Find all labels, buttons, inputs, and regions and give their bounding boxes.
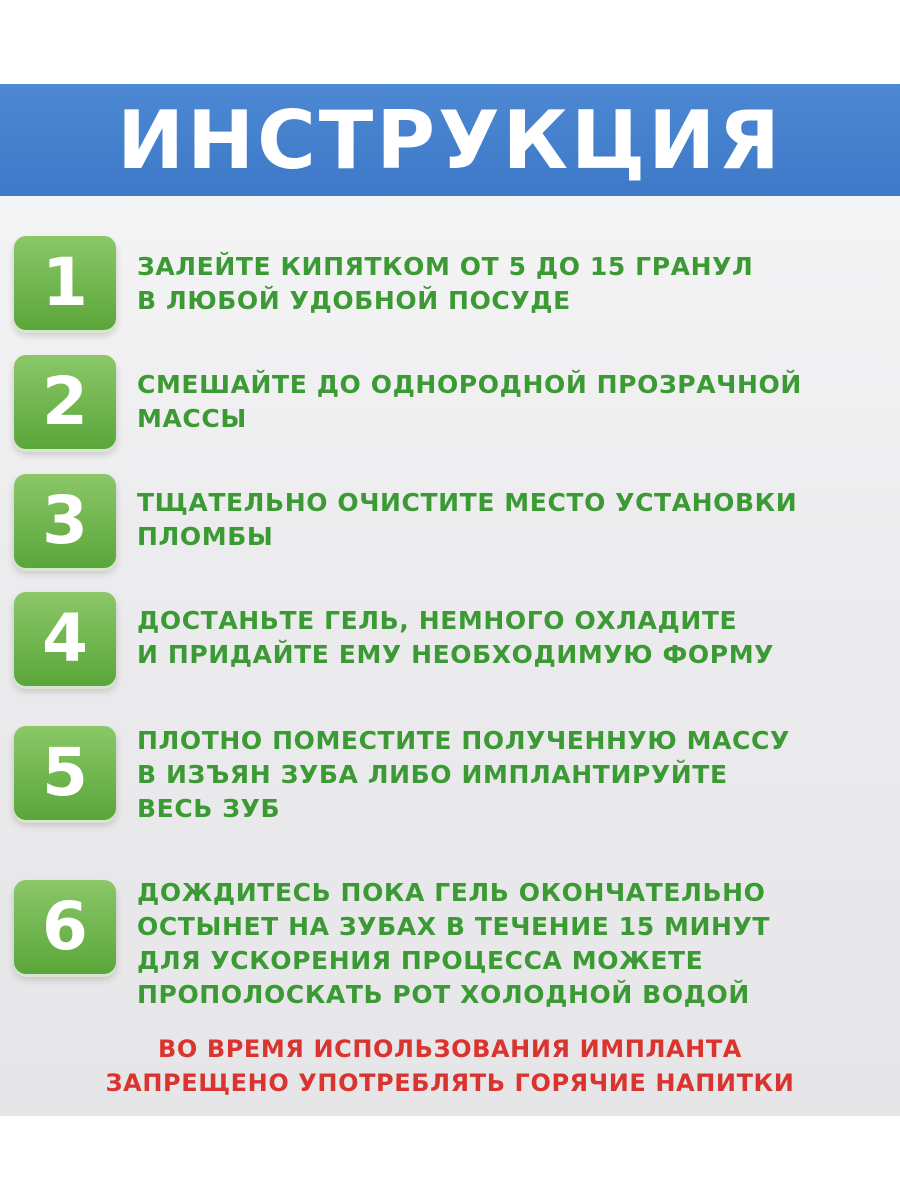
step-number: 1: [42, 244, 88, 321]
step-line: ДЛЯ УСКОРЕНИЯ ПРОЦЕССА МОЖЕТЕ: [137, 946, 704, 975]
step-text: [137, 368, 857, 436]
step-line: ПЛОТНО ПОМЕСТИТЕ ПОЛУЧЕННУЮ МАССУ: [137, 726, 790, 755]
step-number-badge: [14, 236, 116, 330]
step-number: 5: [42, 734, 88, 811]
step-line: СМЕШАЙТЕ ДО ОДНОРОДНОЙ ПРОЗРАЧНОЙ: [137, 370, 802, 399]
step-line: ТЩАТЕЛЬНО ОЧИСТИТЕ МЕСТО УСТАНОВКИ: [137, 488, 798, 517]
step-number: 6: [42, 888, 88, 965]
step-line: ДОСТАНЬТЕ ГЕЛЬ, НЕМНОГО ОХЛАДИТЕ: [137, 606, 738, 635]
step-number-badge: [14, 880, 116, 974]
step-line: ОСТЫНЕТ НА ЗУБАХ В ТЕЧЕНИЕ 15 МИНУТ: [137, 912, 771, 941]
step-number: 2: [42, 363, 88, 440]
step-number-badge: [14, 355, 116, 449]
warning-line: ВО ВРЕМЯ ИСПОЛЬЗОВАНИЯ ИМПЛАНТА: [158, 1035, 742, 1063]
step-line: В ЛЮБОЙ УДОБНОЙ ПОСУДЕ: [137, 286, 571, 315]
step-text: [137, 876, 857, 1012]
step-line: ДОЖДИТЕСЬ ПОКА ГЕЛЬ ОКОНЧАТЕЛЬНО: [137, 878, 766, 907]
step-number: 3: [42, 482, 88, 559]
step-line: ПЛОМБЫ: [137, 522, 274, 551]
step-line: В ИЗЪЯН ЗУБА ЛИБО ИМПЛАНТИРУЙТЕ: [137, 760, 728, 789]
step-number-badge: [14, 592, 116, 686]
step-line: ПРОПОЛОСКАТЬ РОТ ХОЛОДНОЙ ВОДОЙ: [137, 980, 750, 1009]
warning-line: ЗАПРЕЩЕНО УПОТРЕБЛЯТЬ ГОРЯЧИЕ НАПИТКИ: [105, 1069, 795, 1097]
step-text: [137, 604, 857, 672]
step-text: [137, 724, 857, 826]
step-text: [137, 486, 857, 554]
step-line: МАССЫ: [137, 404, 247, 433]
step-number: 4: [42, 600, 88, 677]
step-line: И ПРИДАЙТЕ ЕМУ НЕОБХОДИМУЮ ФОРМУ: [137, 640, 775, 669]
step-number-badge: [14, 474, 116, 568]
step-line: ЗАЛЕЙТЕ КИПЯТКОМ ОТ 5 ДО 15 ГРАНУЛ: [137, 252, 754, 281]
step-text: [137, 250, 857, 318]
header-banner: [0, 84, 900, 196]
warning-text: [0, 1032, 900, 1100]
step-line: ВЕСЬ ЗУБ: [137, 794, 281, 823]
step-number-badge: [14, 726, 116, 820]
page-title: ИНСТРУКЦИЯ: [117, 94, 783, 187]
